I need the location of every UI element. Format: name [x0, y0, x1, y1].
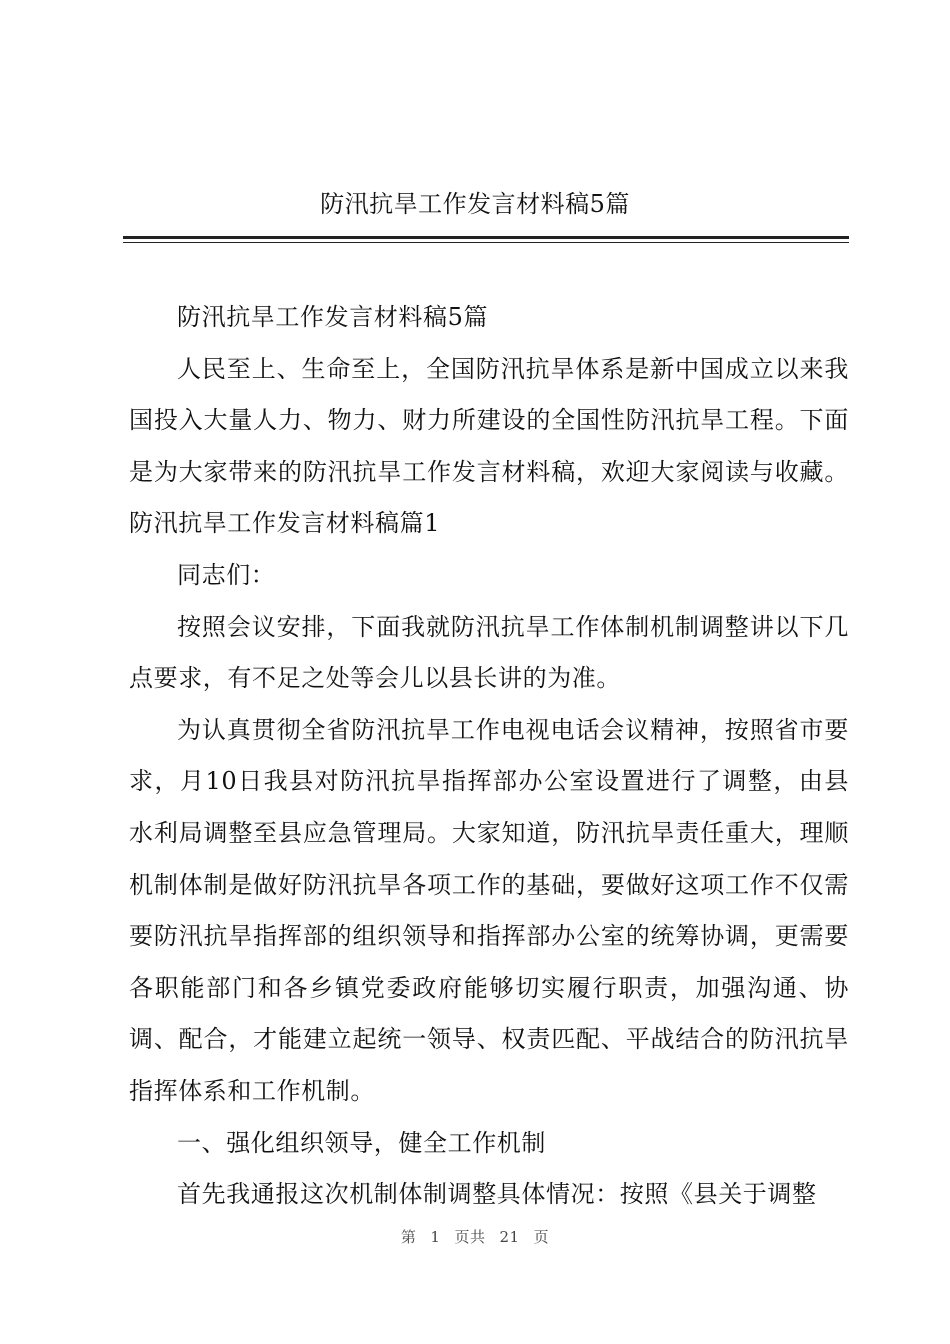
- footer-total-pages: 21: [499, 1228, 520, 1246]
- footer-middle: 页共: [454, 1228, 486, 1246]
- body-text: [129, 292, 849, 1221]
- footer-prefix: 第: [400, 1228, 417, 1246]
- paragraph-intro: 人民至上、生命至上，全国防汛抗旱体系是新中国成立以来我国投入大量人力、物力、财力所建设的全国性防汛抗旱工程。下面是为大家带来的防汛抗旱工作发言材料稿，欢迎大家阅读与收藏。防汛抗旱工作发言材料稿篇1: [129, 354, 849, 538]
- footer-suffix: 页: [533, 1228, 550, 1246]
- page-footer: [0, 1226, 950, 1248]
- section-heading: 一、强化组织领导，健全工作机制: [177, 1128, 546, 1157]
- header-rule-thick: [123, 236, 849, 239]
- paragraph-salutation: 同志们：: [177, 560, 276, 589]
- header-rule-thin: [123, 242, 849, 243]
- paragraph-continued: 首先我通报这次机制体制调整具体情况：按照《县关于调整: [177, 1180, 817, 1209]
- footer-page-number: 1: [430, 1228, 441, 1246]
- paragraph-body: 为认真贯彻全省防汛抗旱工作电视电话会议精神，按照省市要求，月10日我县对防汛抗旱指挥部办公室设置进行了调整，由县水利局调整至县应急管理局。大家知道，防汛抗旱责任重大，理顺机制体制是做好防汛抗旱各项工作的基础，要做好这项工作不仅需要防汛抗旱指挥部的组织领导和指挥部办公室的统筹协调，更需要各职能部门和各乡镇党委政府能够切实履行职责，加强沟通、协调、配合，才能建立起统一领导、权责匹配、平战结合的防汛抗旱指挥体系和工作机制。: [129, 715, 849, 1105]
- paragraph-title: 防汛抗旱工作发言材料稿5篇: [177, 303, 489, 331]
- header-title: 防汛抗旱工作发言材料稿5篇: [320, 190, 630, 218]
- paragraph-opening: 按照会议安排，下面我就防汛抗旱工作体制机制调整讲以下几点要求，有不足之处等会儿以县长讲的为准。: [129, 612, 849, 693]
